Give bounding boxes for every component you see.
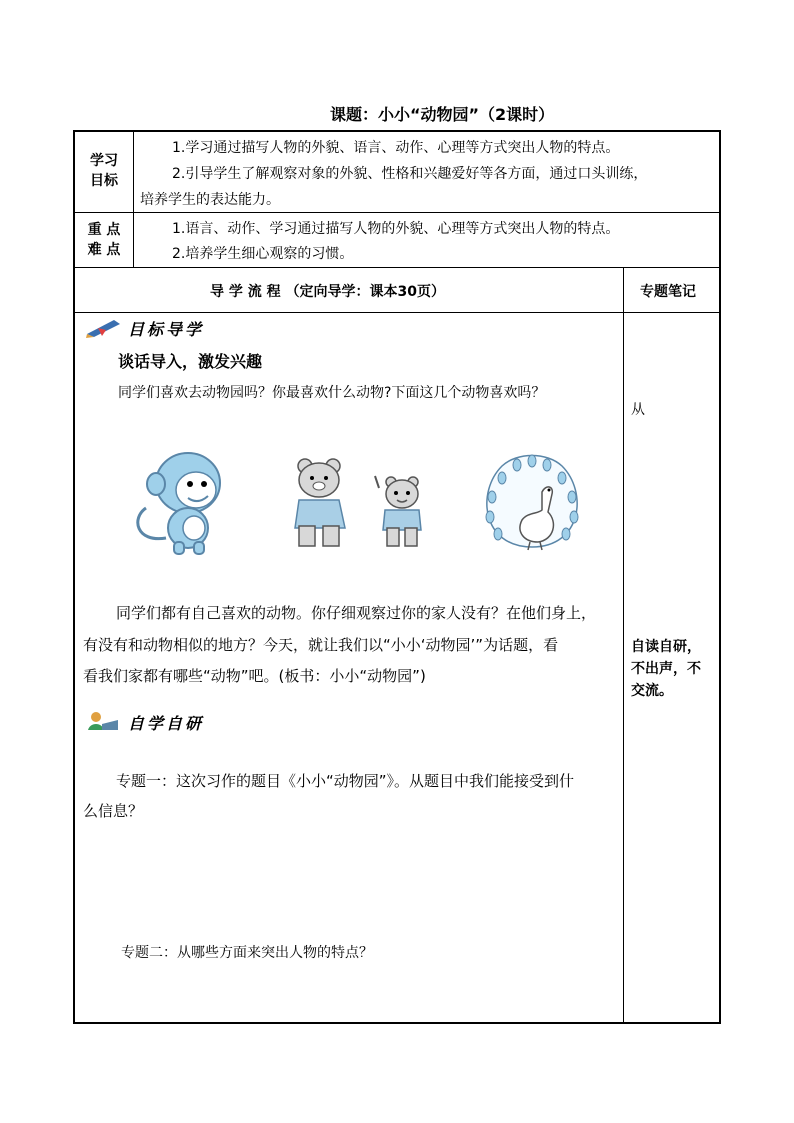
section1-banner-text: 目标导学	[128, 320, 205, 339]
note-2-line1: 自读自研，	[631, 639, 701, 655]
topic1-line2: 么信息？	[83, 802, 144, 820]
objectives-label	[75, 151, 133, 191]
page-title: 课题：小小“动物园”（2课时）	[330, 105, 555, 124]
objectives-line1: 1.学习通过描写人物的外貌、语言、动作、心理等方式突出人物的特点。	[172, 140, 620, 156]
keypoints-label	[75, 220, 133, 260]
keypoints-line1: 1.语言、动作、学习通过描写人物的外貌、心理等方式突出人物的特点。	[172, 221, 620, 237]
section2-banner-text: 自学自研	[128, 714, 205, 733]
table-divider-notes-column	[623, 267, 624, 1023]
section2-banner	[84, 710, 254, 732]
table-divider-label-column	[133, 130, 134, 267]
keypoints-line2: 2.培养学生细心观察的习惯。	[172, 246, 354, 262]
objectives-line2: 2.引导学生了解观察对象的外貌、性格和兴趣爱好等各方面，通过口头训练，	[172, 166, 648, 182]
monkey-illustration	[126, 448, 246, 558]
bear-father-illustration	[287, 456, 357, 551]
flow-header-right: 专题笔记	[640, 284, 696, 300]
topic2: 专题二：从哪些方面来突出人物的特点？	[121, 945, 373, 961]
table-border-top	[73, 130, 721, 132]
peacock-illustration	[472, 452, 592, 552]
topic1-line1: 专题一：这次习作的题目《小小“动物园”》。从题目中我们能接受到什	[116, 772, 575, 790]
student-reading-icon	[84, 710, 124, 732]
flow-header-left: 导 学 流 程 （定向导学：课本30页）	[210, 284, 445, 300]
objectives-label-line2: 目标	[90, 173, 118, 189]
note-2	[631, 636, 701, 702]
table-border-left	[73, 130, 75, 1024]
section1-heading: 谈话导入，激发兴趣	[118, 352, 263, 371]
section1-question: 同学们喜欢去动物园吗？你最喜欢什么动物?下面这几个动物喜欢吗？	[118, 385, 546, 401]
pencil-icon	[84, 316, 124, 338]
note-1: 从	[631, 402, 645, 418]
note-2-line2: 不出声，不	[631, 661, 701, 677]
objectives-label-line1: 学习	[90, 153, 118, 169]
section1-paragraph-line3: 看我们家都有哪些“动物”吧。(板书：小小“动物园”)	[83, 667, 426, 685]
section1-paragraph-line2: 有没有和动物相似的地方？今天，就让我们以“小小‘动物园’”为话题，看	[83, 636, 559, 654]
table-divider-objectives	[73, 212, 721, 213]
section1-banner	[84, 316, 254, 338]
keypoints-label-line1: 重 点	[87, 222, 121, 238]
section1-paragraph-line1: 同学们都有自己喜欢的动物。你仔细观察过你的家人没有？在他们身上，	[116, 604, 597, 622]
keypoints-label-line2: 难 点	[87, 242, 121, 258]
note-2-line3: 交流。	[631, 683, 673, 699]
objectives-line3: 培养学生的表达能力。	[140, 192, 280, 208]
bear-child-illustration	[373, 468, 428, 553]
table-border-right	[719, 130, 721, 1024]
